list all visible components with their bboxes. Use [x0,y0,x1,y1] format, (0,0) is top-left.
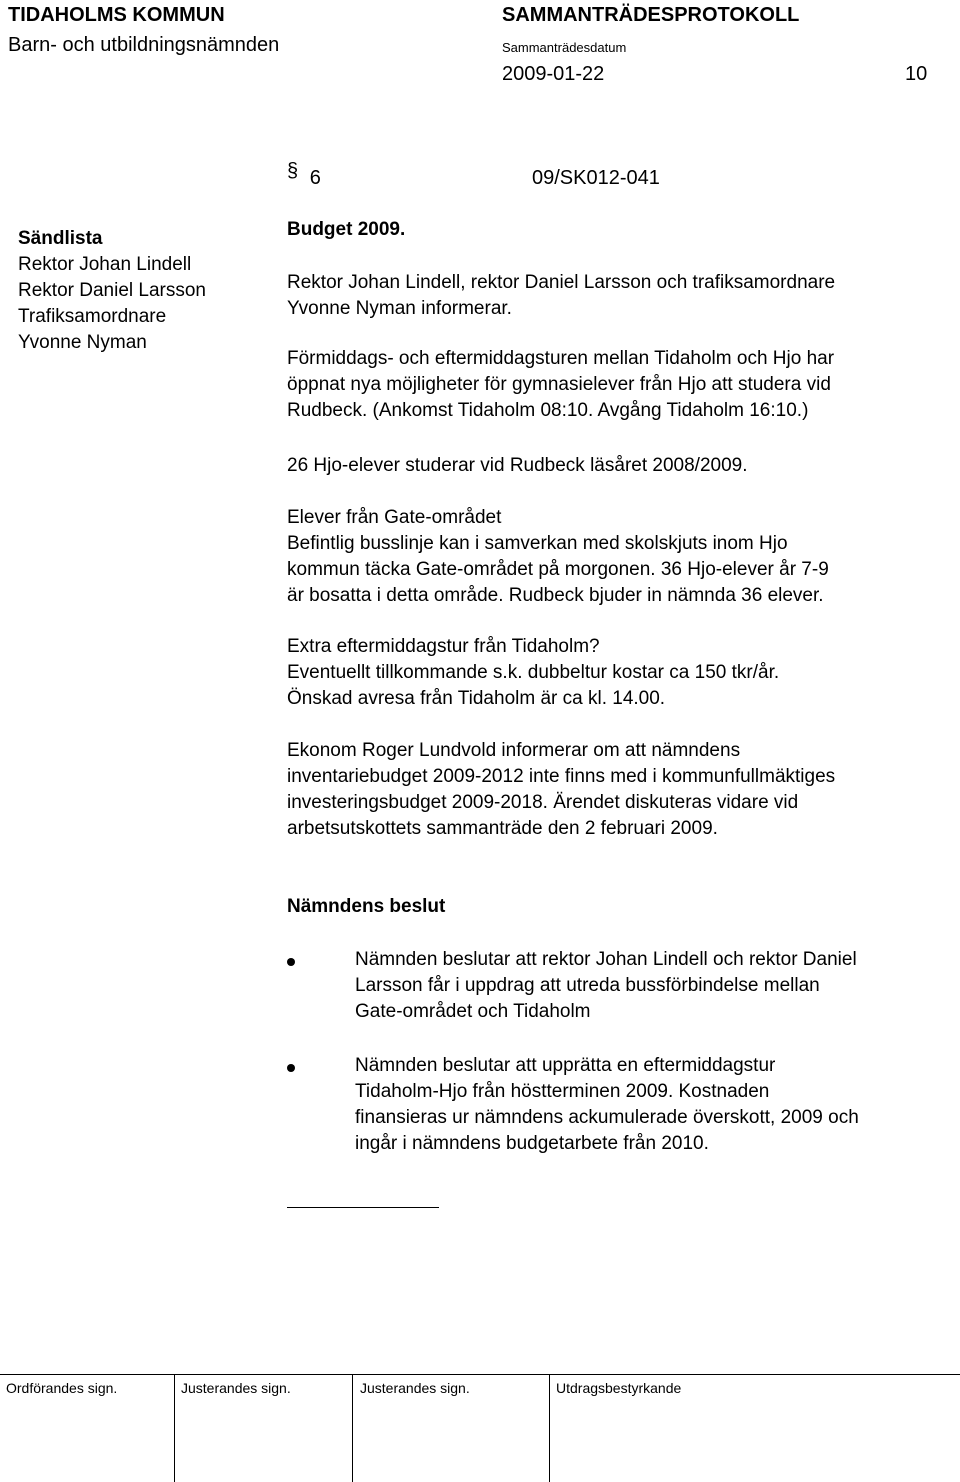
item-title: Budget 2009. [287,219,406,240]
distribution-list [18,226,206,356]
paragraph-bus-tours: Förmiddags- och eftermiddagsturen mellan Tidaholm och Hjo har öppnat nya möjligheter för gymnasielever från Hjo att studera vid Rudbeck. (Ankomst Tidaholm 08:10. Avgång Tidaholm 16:10.) [287,348,835,421]
case-number: 09/SK012-041 [532,167,660,189]
recipient: Trafiksamordnare [18,306,167,327]
signature-label-certification: Utdragsbestyrkande [556,1380,682,1396]
recipient: Rektor Johan Lindell [18,254,192,275]
distribution-heading: Sändlista [18,228,103,249]
paragraph-extra-tour: Extra eftermiddagstur från Tidaholm? Eventuellt tillkommande s.k. dubbeltur kostar ca 150 tkr/år. Önskad avresa från Tidaholm är ca kl. 14.00. [287,636,780,709]
section-sign: § [287,160,299,182]
decision-item: Nämnden beslutar att rektor Johan Lindell och rektor Daniel Larsson får i uppdrag att utreda bussförbindelse mellan Gate-området och Tidaholm [355,949,857,1022]
footer-rule [0,1374,960,1375]
bullet-icon [287,1064,295,1072]
bullet-icon [287,958,295,966]
signature-label-adjuster: Justerandes sign. [181,1380,291,1396]
date-label: Sammanträdesdatum [502,40,627,55]
document-type: SAMMANTRÄDESPROTOKOLL [502,4,800,26]
recipient: Rektor Daniel Larsson [18,280,206,301]
decision-heading: Nämndens beslut [287,896,446,917]
paragraph-intro: Rektor Johan Lindell, rektor Daniel Larsson och trafiksamordnare Yvonne Nyman informerar. [287,272,836,319]
end-rule [287,1207,439,1208]
paragraph-gate-area: Elever från Gate-området Befintlig busslinje kan i samverkan med skolskjuts inom Hjo kommun täcka Gate-området på morgonen. 36 Hjo-elever år 7-9 är bosatta i detta område. Rudbeck bjuder in nämnda 36 elever. [287,507,829,606]
page-number: 10 [905,63,928,85]
footer-divider [549,1374,550,1482]
paragraph-student-count: 26 Hjo-elever studerar vid Rudbeck läsåret 2008/2009. [287,455,748,476]
decision-item: Nämnden beslutar att upprätta en eftermiddagstur Tidaholm-Hjo från höstterminen 2009. Kostnaden finansieras ur nämndens ackumulerade överskott, 2009 och ingår i nämndens budgetarbete från 2010. [355,1055,859,1154]
meeting-date: 2009-01-22 [502,63,605,85]
footer-divider [174,1374,175,1482]
footer-divider [352,1374,353,1482]
signature-label-adjuster: Justerandes sign. [360,1380,470,1396]
item-number: § 6 [287,160,321,189]
committee-name: Barn- och utbildningsnämnden [8,34,280,56]
municipality-name: TIDAHOLMS KOMMUN [8,4,225,26]
signature-label-chair: Ordförandes sign. [6,1380,118,1396]
recipient: Yvonne Nyman [18,332,147,353]
paragraph-economist: Ekonom Roger Lundvold informerar om att nämndens inventariebudget 2009-2012 inte finns med i kommunfullmäktiges investeringsbudget 2009-2018. Ärendet diskuteras vidare vid arbetsutskottets sammanträde den 2 februari 2009. [287,740,836,839]
